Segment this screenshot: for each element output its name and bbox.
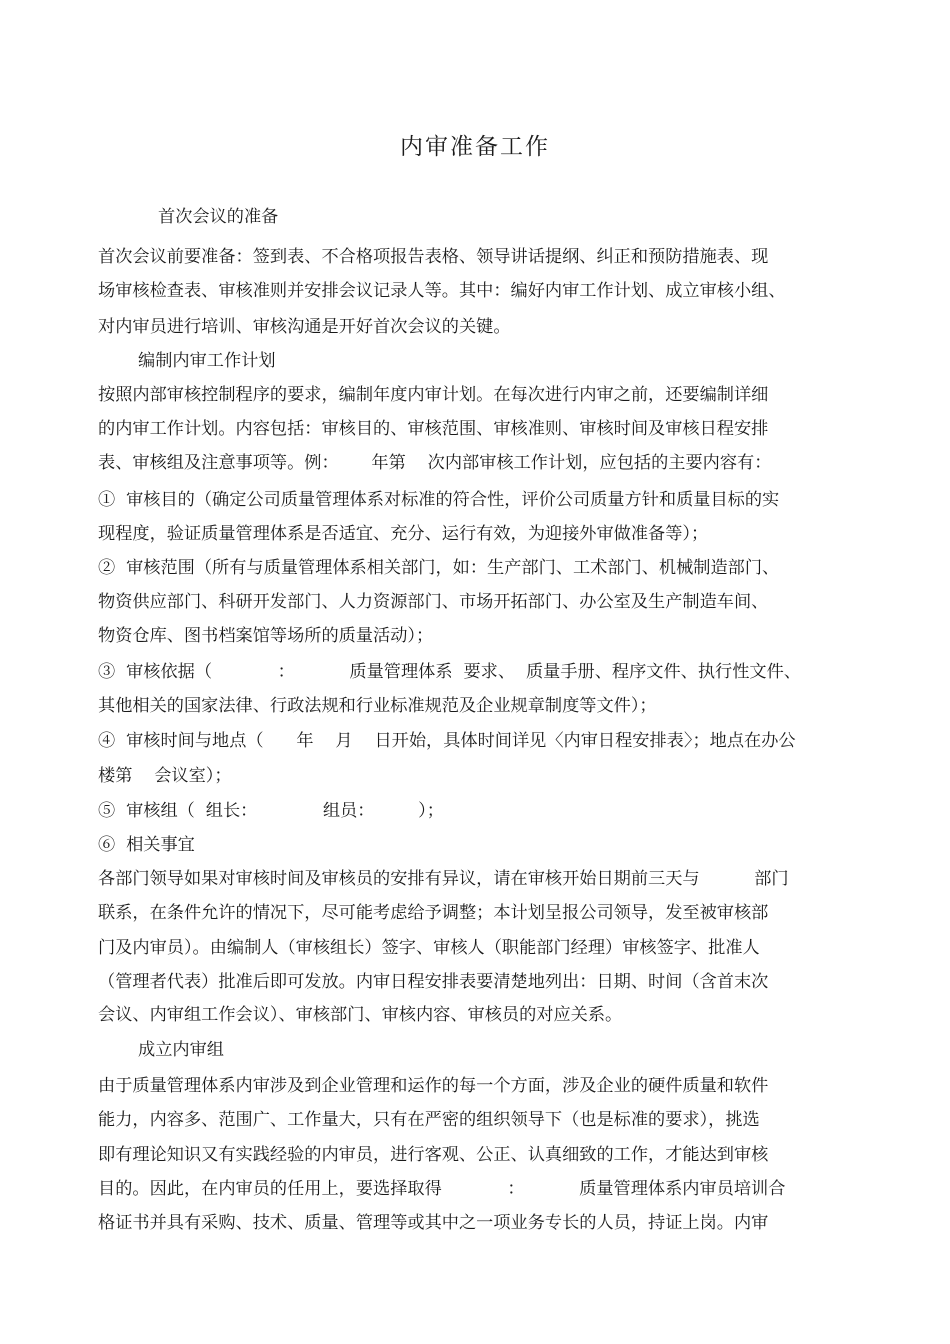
text-line: 编制内审工作计划	[138, 351, 276, 371]
text-line: 成立内审组	[138, 1040, 224, 1060]
text-line: 格证书并具有采购、技术、质量、管理等或其中之一项业务专长的人员，持证上岗。内审	[98, 1213, 769, 1233]
text-line: ① 审核目的（确定公司质量管理体系对标准的符合性，评价公司质量方针和质量目标的实	[98, 490, 780, 510]
text-line: 门及内审员）。由编制人（审核组长）签字、审核人（职能部门经理）审核签字、批准人	[98, 938, 760, 958]
text-line: 按照内部审核控制程序的要求，编制年度内审计划。在每次进行内审之前，还要编制详细	[98, 385, 769, 405]
text-line: 首次会议的准备	[158, 207, 279, 227]
text-line: 物资仓库、图书档案馆等场所的质量活动）；	[98, 626, 434, 646]
text-line: 楼第 会议室）；	[98, 766, 232, 786]
text-line: 即有理论知识又有实践经验的内审员，进行客观、公正、认真细致的工作，才能达到审核	[98, 1145, 769, 1165]
text-line: ④ 审核时间与地点（ 年 月 日开始，具体时间详见〈内审日程安排表〉；地点在办公	[98, 731, 796, 751]
text-line: 对内审员进行培训、审核沟通是开好首次会议的关键。	[98, 317, 511, 337]
text-line: （管理者代表）批准后即可发放。内审日程安排表要清楚地列出：日期、时间（含首末次	[98, 972, 769, 992]
text-line: 会议、内审组工作会议）、审核部门、审核内容、审核员的对应关系。	[98, 1005, 623, 1025]
text-line: 目的。因此，在内审员的任用上，要选择取得 ： 质量管理体系内审员培训合	[98, 1179, 786, 1199]
text-line: 场审核检查表、审核准则并安排会议记录人等。其中：编好内审工作计划、成立审核小组、	[98, 281, 786, 301]
text-line: 能力，内容多、范围广、工作量大，只有在严密的组织领导下（也是标准的要求），挑选	[98, 1110, 760, 1130]
text-line: 各部门领导如果对审核时间及审核员的安排有异议，请在审核开始日期前三天与 部门	[98, 869, 789, 889]
text-line: 其他相关的国家法律、行政法规和行业标准规范及企业规章制度等文件）；	[98, 696, 657, 716]
text-line: ⑤ 审核组（ 组长： 组员： ）；	[98, 801, 444, 821]
text-line: 表、审核组及注意事项等。例： 年第 次内部审核工作计划，应包括的主要内容有：	[98, 453, 772, 473]
text-line: 首次会议前要准备：签到表、不合格项报告表格、领导讲话提纲、纠正和预防措施表、现	[98, 247, 769, 267]
text-line: 现程度，验证质量管理体系是否适宜、充分、运行有效，为迎接外审做准备等）；	[98, 524, 709, 544]
document-title: 内审准备工作	[400, 134, 550, 160]
text-line: 由于质量管理体系内审涉及到企业管理和运作的每一个方面，涉及企业的硬件质量和软件	[98, 1076, 769, 1096]
text-line: ⑥ 相关事宜	[98, 835, 195, 855]
text-line: ③ 审核依据（ ： 质量管理体系 要求、 质量手册、程序文件、执行性文件、	[98, 662, 801, 682]
text-line: 的内审工作计划。内容包括：审核目的、审核范围、审核准则、审核时间及审核日程安排	[98, 419, 769, 439]
text-line: ② 审核范围（所有与质量管理体系相关部门，如：生产部门、工术部门、机械制造部门、	[98, 558, 780, 578]
text-line: 联系，在条件允许的情况下，尽可能考虑给予调整；本计划呈报公司领导，发至被审核部	[98, 903, 769, 923]
text-line: 物资供应部门、科研开发部门、人力资源部门、市场开拓部门、办公室及生产制造车间、	[98, 592, 769, 612]
